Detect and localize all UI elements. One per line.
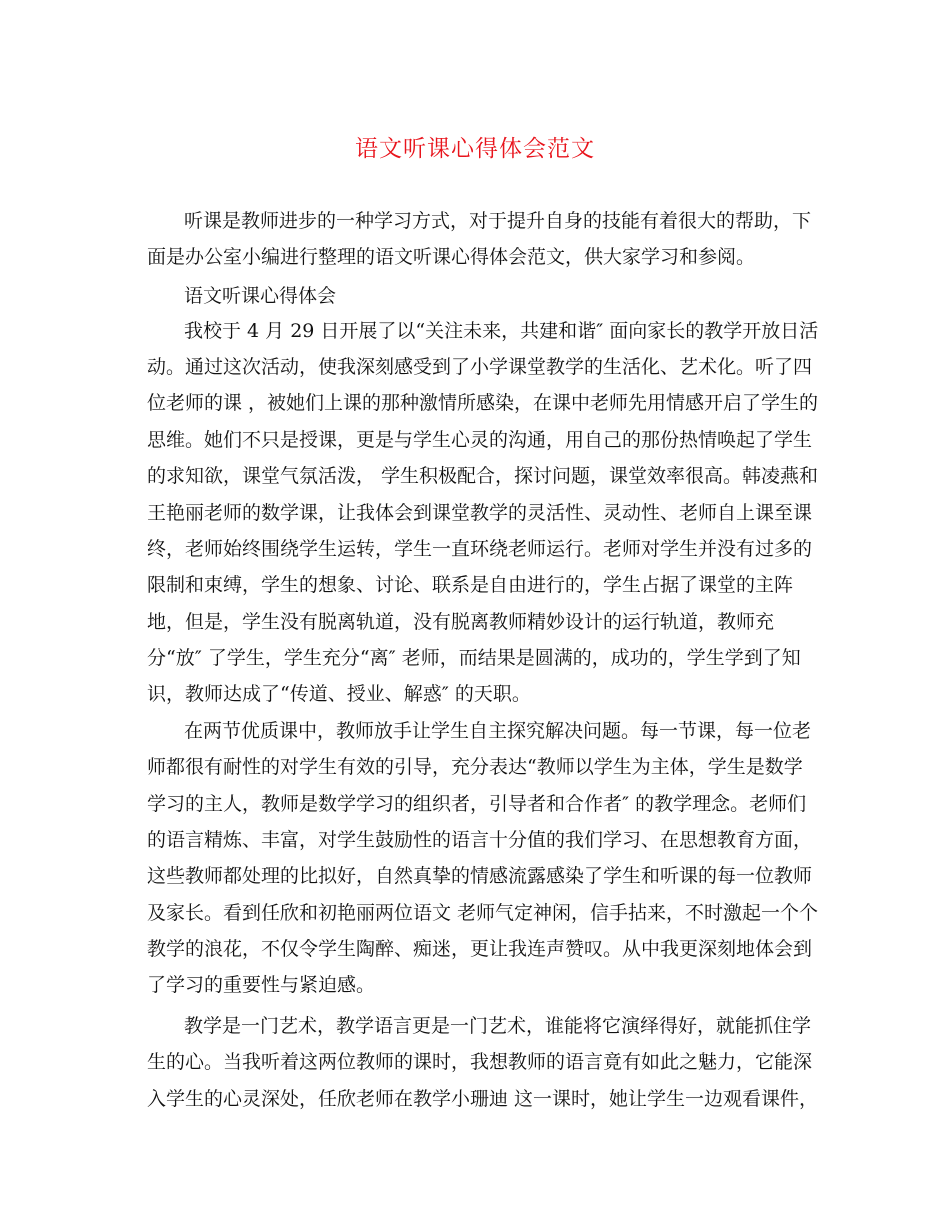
text-line: 听课是教师进步的一种学习方式，对于提升自身的技能有着很大的帮助，下 — [184, 210, 812, 232]
text-line: 我校于 4 月 29 日开展了以“关注未来，共建和谐″ 面向家长的教学开放日活 — [184, 320, 819, 342]
text-line: 入学生的心灵深处，任欣老师在教学小珊迪 这一课时，她让学生一边观看课件， — [147, 1088, 819, 1110]
text-line: 教学是一门艺术，教学语言更是一门艺术，谁能将它演绎得好，就能抓住学 — [184, 1015, 812, 1037]
text-line: 的语言精炼、丰富，对学生鼓励性的语言十分值的我们学习、在思想教育方面， — [147, 829, 813, 851]
text-line: 王艳丽老师的数学课，让我体会到课堂教学的灵活性、灵动性、老师自上课至课 — [147, 502, 813, 524]
text-line: 教学的浪花，不仅令学生陶醉、痴迷，更让我连声赞叹。从中我更深刻地体会到 — [147, 938, 813, 960]
text-line: 的求知欲，课堂气氛活泼， 学生积极配合，探讨问题，课堂效率很高。韩凌燕和 — [147, 465, 819, 487]
document-title: 语文听课心得体会范文 — [355, 136, 595, 162]
text-line: 终，老师始终围绕学生运转，学生一直环绕老师运行。老师对学生并没有过多的 — [147, 538, 813, 560]
text-line: 在两节优质课中，教师放手让学生自主探究解决问题。每一节课，每一位老 — [184, 720, 812, 742]
text-line: 面是办公室小编进行整理的语文听课心得体会范文，供大家学习和参阅。 — [147, 246, 756, 268]
text-line: 地，但是，学生没有脱离轨道，没有脱离教师精妙设计的运行轨道，教师充 — [147, 611, 775, 633]
text-line: 学习的主人，教师是数学学习的组织者，引导者和合作者″ 的教学理念。老师们 — [147, 793, 807, 815]
text-line: 限制和束缚，学生的想象、讨论、联系是自由进行的，学生占据了课堂的主阵 — [147, 574, 794, 596]
text-line: 思维。她们不只是授课，更是与学生心灵的沟通，用自己的那份热情唤起了学生 — [147, 429, 813, 451]
text-line: 分“放″ 了学生，学生充分“离″ 老师，而结果是圆满的，成功的，学生学到了知 — [147, 647, 801, 669]
text-line: 及家长。看到任欣和初艳丽两位语文 老师气定神闲，信手拈来，不时激起一个个 — [147, 902, 819, 924]
text-line: 这些教师都处理的比拟好，自然真挚的情感流露感染了学生和听课的每一位教师 — [147, 865, 813, 887]
text-line: 位老师的课 ，被她们上课的那种激情所感染，在课中老师先用情感开启了学生的 — [147, 392, 819, 414]
text-line: 了学习的重要性与紧迫感。 — [147, 974, 376, 996]
text-line: 师都很有耐性的对学生有效的引导，充分表达“教师以学生为主体，学生是数学 — [147, 756, 803, 778]
section-heading: 语文听课心得体会 — [184, 285, 337, 307]
text-line: 动。通过这次活动，使我深刻感受到了小学课堂教学的生活化、艺术化。听了四 — [147, 356, 813, 378]
text-line: 生的心。当我听着这两位教师的课时，我想教师的语言竟有如此之魅力，它能深 — [147, 1051, 813, 1073]
text-line: 识，教师达成了“传道、授业、解惑″ 的天职。 — [147, 683, 531, 705]
